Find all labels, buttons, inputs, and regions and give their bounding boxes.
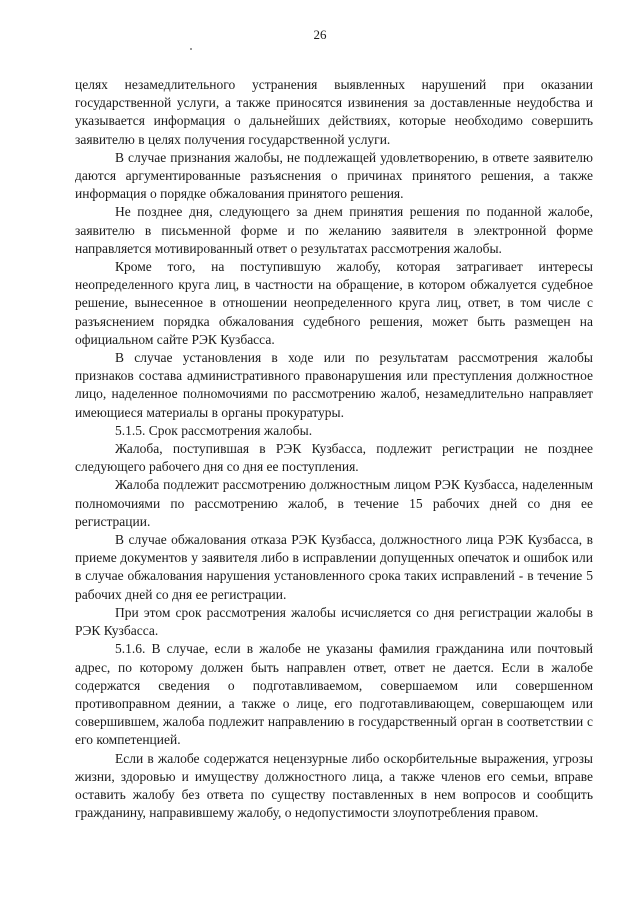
paragraph-5: В случае установления в ходе или по результатам рассмотрения жалобы признаков состава административного правонарушения или преступления должностное лицо, наделенное полномочиями по рассмотрению жалоб, незамедлительно направляет имеющиеся материалы в органы прокуратуры.: [75, 350, 593, 420]
page-number: 26: [313, 27, 327, 42]
paragraph-8: Жалоба подлежит рассмотрению должностным лицом РЭК Кузбасса, наделенным полномочиями по рассмотрению жалоб, в течение 15 рабочих дней со дня ее регистрации.: [75, 477, 593, 529]
paragraph-10: При этом срок рассмотрения жалобы исчисляется со дня регистрации жалобы в РЭК Кузбасса.: [75, 604, 593, 639]
paragraph-2: В случае признания жалобы, не подлежащей удовлетворению, в ответе заявителю даются аргументированные разъяснения о причинах принятого решения, а также информация о порядке обжалования принятого решения.: [75, 149, 593, 202]
paragraph-4: Кроме того, на поступившую жалобу, которая затрагивает интересы неопределенного круга лиц, в частности на обращение, в котором обжалуется судебное решение, вынесенное в отношении неопределенного круга лиц, ответ, в том числе с разъяснением порядка обжалования судебного решения, может быть размещен на официальном сайте РЭК Кузбасса.: [75, 259, 593, 347]
paragraph-9: В случае обжалования отказа РЭК Кузбасса, должностного лица РЭК Кузбасса, в приеме документов у заявителя либо в исправлении допущенных опечаток и ошибок или в случае обжалования нарушения установленного срока таких исправлений - в течение 5 рабочих дней со дня ее регистрации.: [75, 532, 593, 602]
scan-speck: [190, 48, 192, 50]
paragraph-3: Не позднее дня, следующего за днем принятия решения по поданной жалобе, заявителю в письменной форме и по желанию заявителя в электронной форме направляется мотивированный ответ о результатах рассмотрения жалобы.: [75, 204, 593, 256]
document-body: [75, 76, 593, 822]
paragraph-11-section-5-1-6: 5.1.6. В случае, если в жалобе не указаны фамилия гражданина или почтовый адрес, по которому должен быть направлен ответ, ответ не дается. Если в жалобе содержатся сведения о подготавливаемом, совершаемом или совершенном противоправном деянии, а также о лице, его подготавливающем, совершающем или совершившем, жалоба подлежит направлению в государственный орган в соответствии с его компетенцией.: [75, 641, 593, 748]
section-heading-5-1-5: 5.1.5. Срок рассмотрения жалобы.: [115, 422, 313, 438]
paragraph-1: целях незамедлительного устранения выявленных нарушений при оказании государственной услуги, а также приносятся извинения за доставленные неудобства и указывается информация о дальнейших действиях, которые необходимо совершить заявителю в целях получения государственной услуги.: [75, 77, 593, 147]
paragraph-7: Жалоба, поступившая в РЭК Кузбасса, подлежит регистрации не позднее следующего рабочего дня со дня ее поступления.: [75, 441, 593, 475]
paragraph-12: Если в жалобе содержатся нецензурные либо оскорбительные выражения, угрозы жизни, здоровью и имуществу должностного лица, а также членов его семьи, вправе оставить жалобу без ответа по существу поставленных в нем вопросов и сообщить гражданину, направившему жалобу, о недопустимости злоупотребления правом.: [75, 750, 593, 821]
